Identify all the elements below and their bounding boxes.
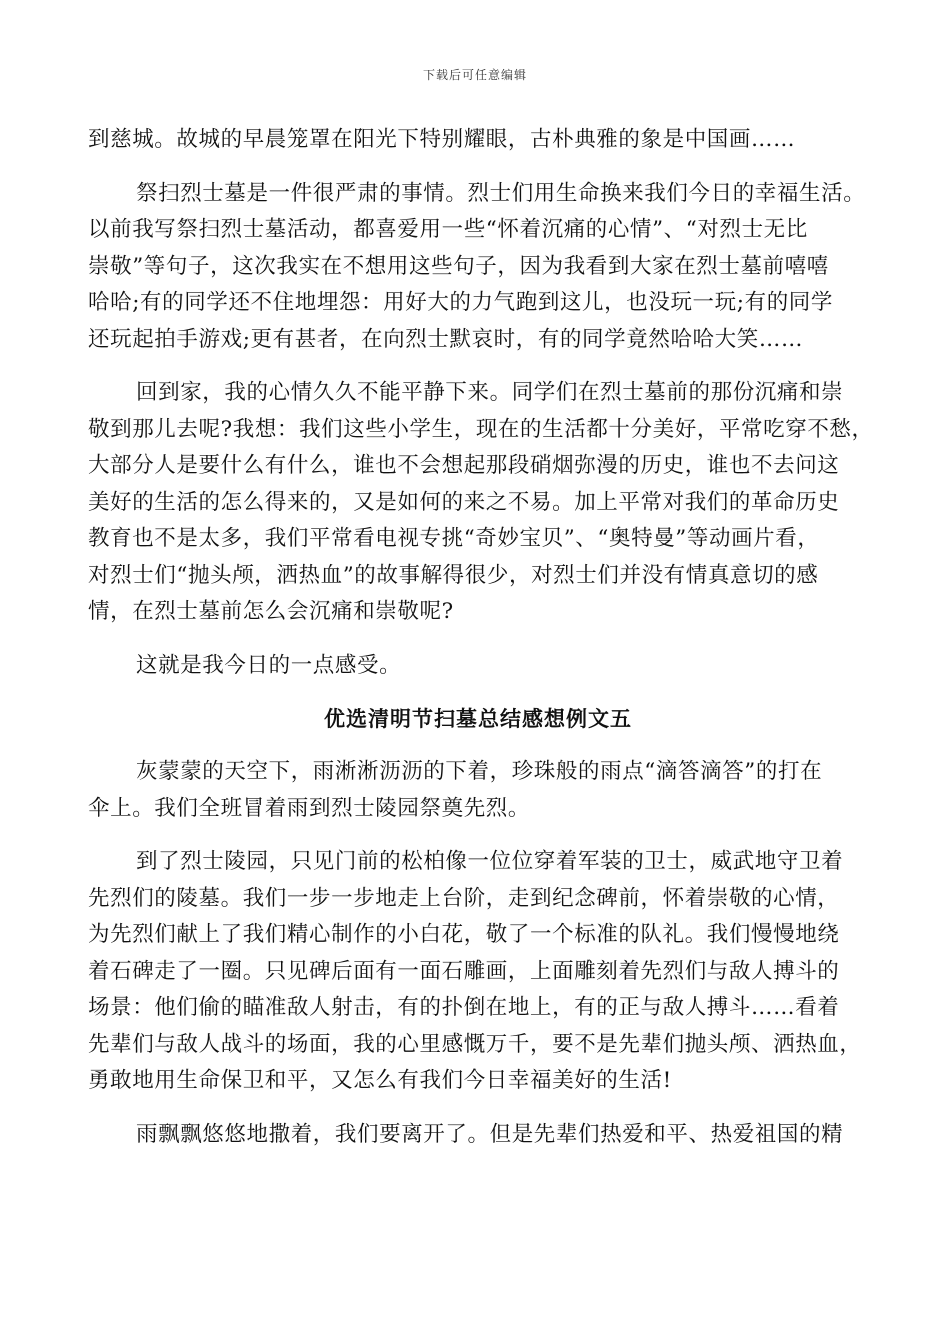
text-line: 祭扫烈士墓是一件很严肃的事情。烈士们用生命换来我们今日的幸福生活。 [136,180,866,206]
text-line: 哈哈;有的同学还不住地埋怨：用好大的力气跑到这儿，也没玩一玩;有的同学 [88,290,833,315]
section-title: 优选清明节扫墓总结感想例文五 [324,707,632,731]
text-line: 以前我写祭扫烈士墓活动，都喜爱用一些“怀着沉痛的心情”、“对烈士无比 [88,217,808,242]
text-line: 崇敬”等句子，这次我实在不想用这些句子，因为我看到大家在烈士墓前嘻嘻 [88,253,829,279]
text-line: 先烈们的陵墓。我们一步一步地走上台阶，走到纪念碑前，怀着崇敬的心情， [88,885,840,911]
text-line: 敬到那儿去呢?我想：我们这些小学生，现在的生活都十分美好，平常吃穿不愁， [88,416,874,442]
paragraph [88,844,868,1100]
text-line: 情，在烈士墓前怎么会沉痛和崇敬呢? [88,599,454,624]
text-line: 美好的生活的怎么得来的，又是如何的来之不易。加上平常对我们的革命历史 [88,489,840,515]
paragraph [88,648,868,685]
text-line: 这就是我今日的一点感受。 [136,652,402,678]
document-body [88,122,874,1153]
paragraph [88,754,868,827]
text-line: 对烈士们“抛头颅，洒热血”的故事解得很少，对烈士们并没有情真意切的感 [88,562,819,588]
paragraph [88,122,868,159]
paragraph [88,375,874,631]
paragraph [88,1117,868,1154]
text-line: 为先烈们献上了我们精心制作的小白花，敬了一个标准的队礼。我们慢慢地绕 [88,922,840,947]
text-line: 勇敢地用生命保卫和平，又怎么有我们今日幸福美好的生活! [88,1068,672,1093]
text-line: 雨飘飘悠悠地撒着，我们要离开了。但是先辈们热爱和平、热爱祖国的精 [136,1121,844,1147]
text-line: 大部分人是要什么有什么，谁也不会想起那段硝烟弥漫的历史，谁也不去问这 [88,453,840,478]
text-line: 伞上。我们全班冒着雨到烈士陵园祭奠先烈。 [88,795,531,821]
text-line: 先辈们与敌人战斗的场面，我的心里感慨万千，要不是先辈们抛头颅、洒热血， [88,1031,862,1057]
text-line: 到慈城。故城的早晨笼罩在阳光下特别耀眼，古朴典雅的象是中国画…… [88,127,796,152]
text-line: 到了烈士陵园，只见门前的松柏像一位位穿着军装的卫士，威武地守卫着 [136,849,844,874]
text-line: 着石碑走了一圈。只见碑后面有一面石雕画，上面雕刻着先烈们与敌人搏斗的 [88,958,840,984]
page-header-note: 下载后可任意编辑 [422,68,527,82]
text-line: 场景：他们偷的瞄准敌人射击，有的扑倒在地上，有的正与敌人搏斗……看着 [88,995,840,1020]
text-line: 回到家，我的心情久久不能平静下来。同学们在烈士墓前的那份沉痛和崇 [136,380,844,405]
text-line: 还玩起拍手游戏;更有甚者，在向烈士默哀时，有的同学竟然哈哈大笑…… [88,326,804,352]
paragraph [88,176,868,359]
text-line: 灰蒙蒙的天空下，雨淅淅沥沥的下着，珍珠般的雨点“滴答滴答”的打在 [136,759,823,784]
text-line: 教育也不是太多，我们平常看电视专挑“奇妙宝贝”、“奥特曼”等动画片看， [88,526,820,551]
